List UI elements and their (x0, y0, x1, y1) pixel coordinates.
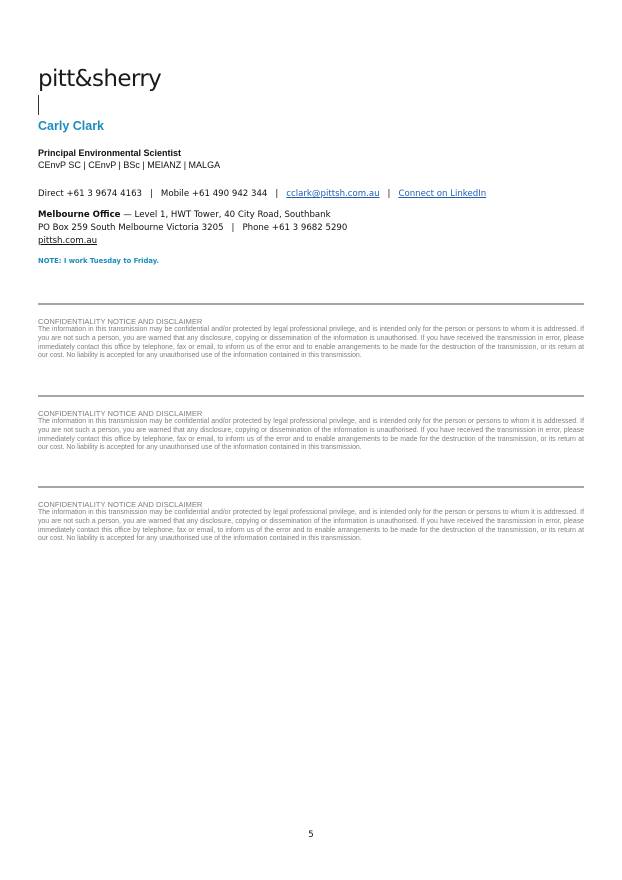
contact-line (38, 188, 486, 200)
website-line (38, 235, 97, 247)
linkedin-link[interactable]: Connect on LinkedIn (398, 189, 487, 199)
direct-phone: Direct +61 3 9674 4163 (38, 189, 143, 199)
horizontal-rule (38, 303, 584, 305)
disclaimer-body: The information in this transmission may be confidential and/or protected by legal professional privilege, and is intended only for the person or persons to whom it is addressed. If you are not such a person, you are warned that any disclosure, copying or dissemination of the information is unauthorised. If you have received the transmission in error, please immediately contact this office by telephone, fax or email, to inform us of the error and to enable arrangements to be made for the destruction of the transmission, or its return at our cost. No liability is accepted for any unauthorised use of the information contained in this transmission. (38, 509, 584, 543)
disclaimer-block (38, 486, 584, 544)
postal-line (38, 222, 347, 234)
page-number: 5 (308, 830, 314, 840)
separator: | (231, 223, 235, 233)
horizontal-rule (38, 486, 584, 488)
office-label: Melbourne Office (38, 210, 121, 220)
email-link[interactable]: cclark@pittsh.com.au (286, 189, 380, 199)
separator: | (275, 189, 279, 199)
office-phone: Phone +61 3 9682 5290 (242, 223, 348, 233)
company-logo: pitt&sherry (38, 66, 162, 92)
disclaimer-heading: CONFIDENTIALITY NOTICE AND DISCLAIMER (38, 317, 203, 326)
signature-qualifications: CEnvP SC | CEnvP | BSc | MEIANZ | MALGA (38, 160, 221, 170)
signature-title: Principal Environmental Scientist (38, 148, 182, 158)
office-address: — Level 1, HWT Tower, 40 City Road, Southbank (120, 210, 331, 220)
signature-name: Carly Clark (38, 119, 105, 133)
disclaimer-heading: CONFIDENTIALITY NOTICE AND DISCLAIMER (38, 500, 203, 509)
horizontal-rule (38, 395, 584, 397)
disclaimer-body: The information in this transmission may be confidential and/or protected by legal professional privilege, and is intended only for the person or persons to whom it is addressed. If you are not such a person, you are warned that any disclosure, copying or dissemination of the information is unauthorised. If you have received the transmission in error, please immediately contact this office by telephone, fax or email, to inform us of the error and to enable arrangements to be made for the destruction of the transmission, or its return at our cost. No liability is accepted for any unauthorised use of the information contained in this transmission. (38, 418, 584, 452)
po-box: PO Box 259 South Melbourne Victoria 3205 (38, 223, 224, 233)
disclaimer-heading: CONFIDENTIALITY NOTICE AND DISCLAIMER (38, 409, 203, 418)
separator: | (150, 189, 153, 199)
website-link[interactable]: pittsh.com.au (38, 236, 98, 246)
office-address-line (38, 209, 331, 221)
disclaimer-body: The information in this transmission may be confidential and/or protected by legal professional privilege, and is intended only for the person or persons to whom it is addressed. If you are not such a person, you are warned that any disclosure, copying or dissemination of the information is unauthorised. If you have received the transmission in error, please immediately contact this office by telephone, fax or email, to inform us of the error and to enable arrangements to be made for the destruction of the transmission, or its return at our cost. No liability is accepted for any unauthorised use of the information contained in this transmission. (38, 326, 584, 360)
logo-divider (38, 95, 39, 115)
mobile-phone: Mobile +61 490 942 344 (160, 189, 268, 199)
separator: | (387, 189, 391, 199)
disclaimer-block (38, 303, 584, 361)
work-days-note: NOTE: I work Tuesday to Friday. (38, 257, 160, 265)
disclaimer-block (38, 395, 584, 453)
